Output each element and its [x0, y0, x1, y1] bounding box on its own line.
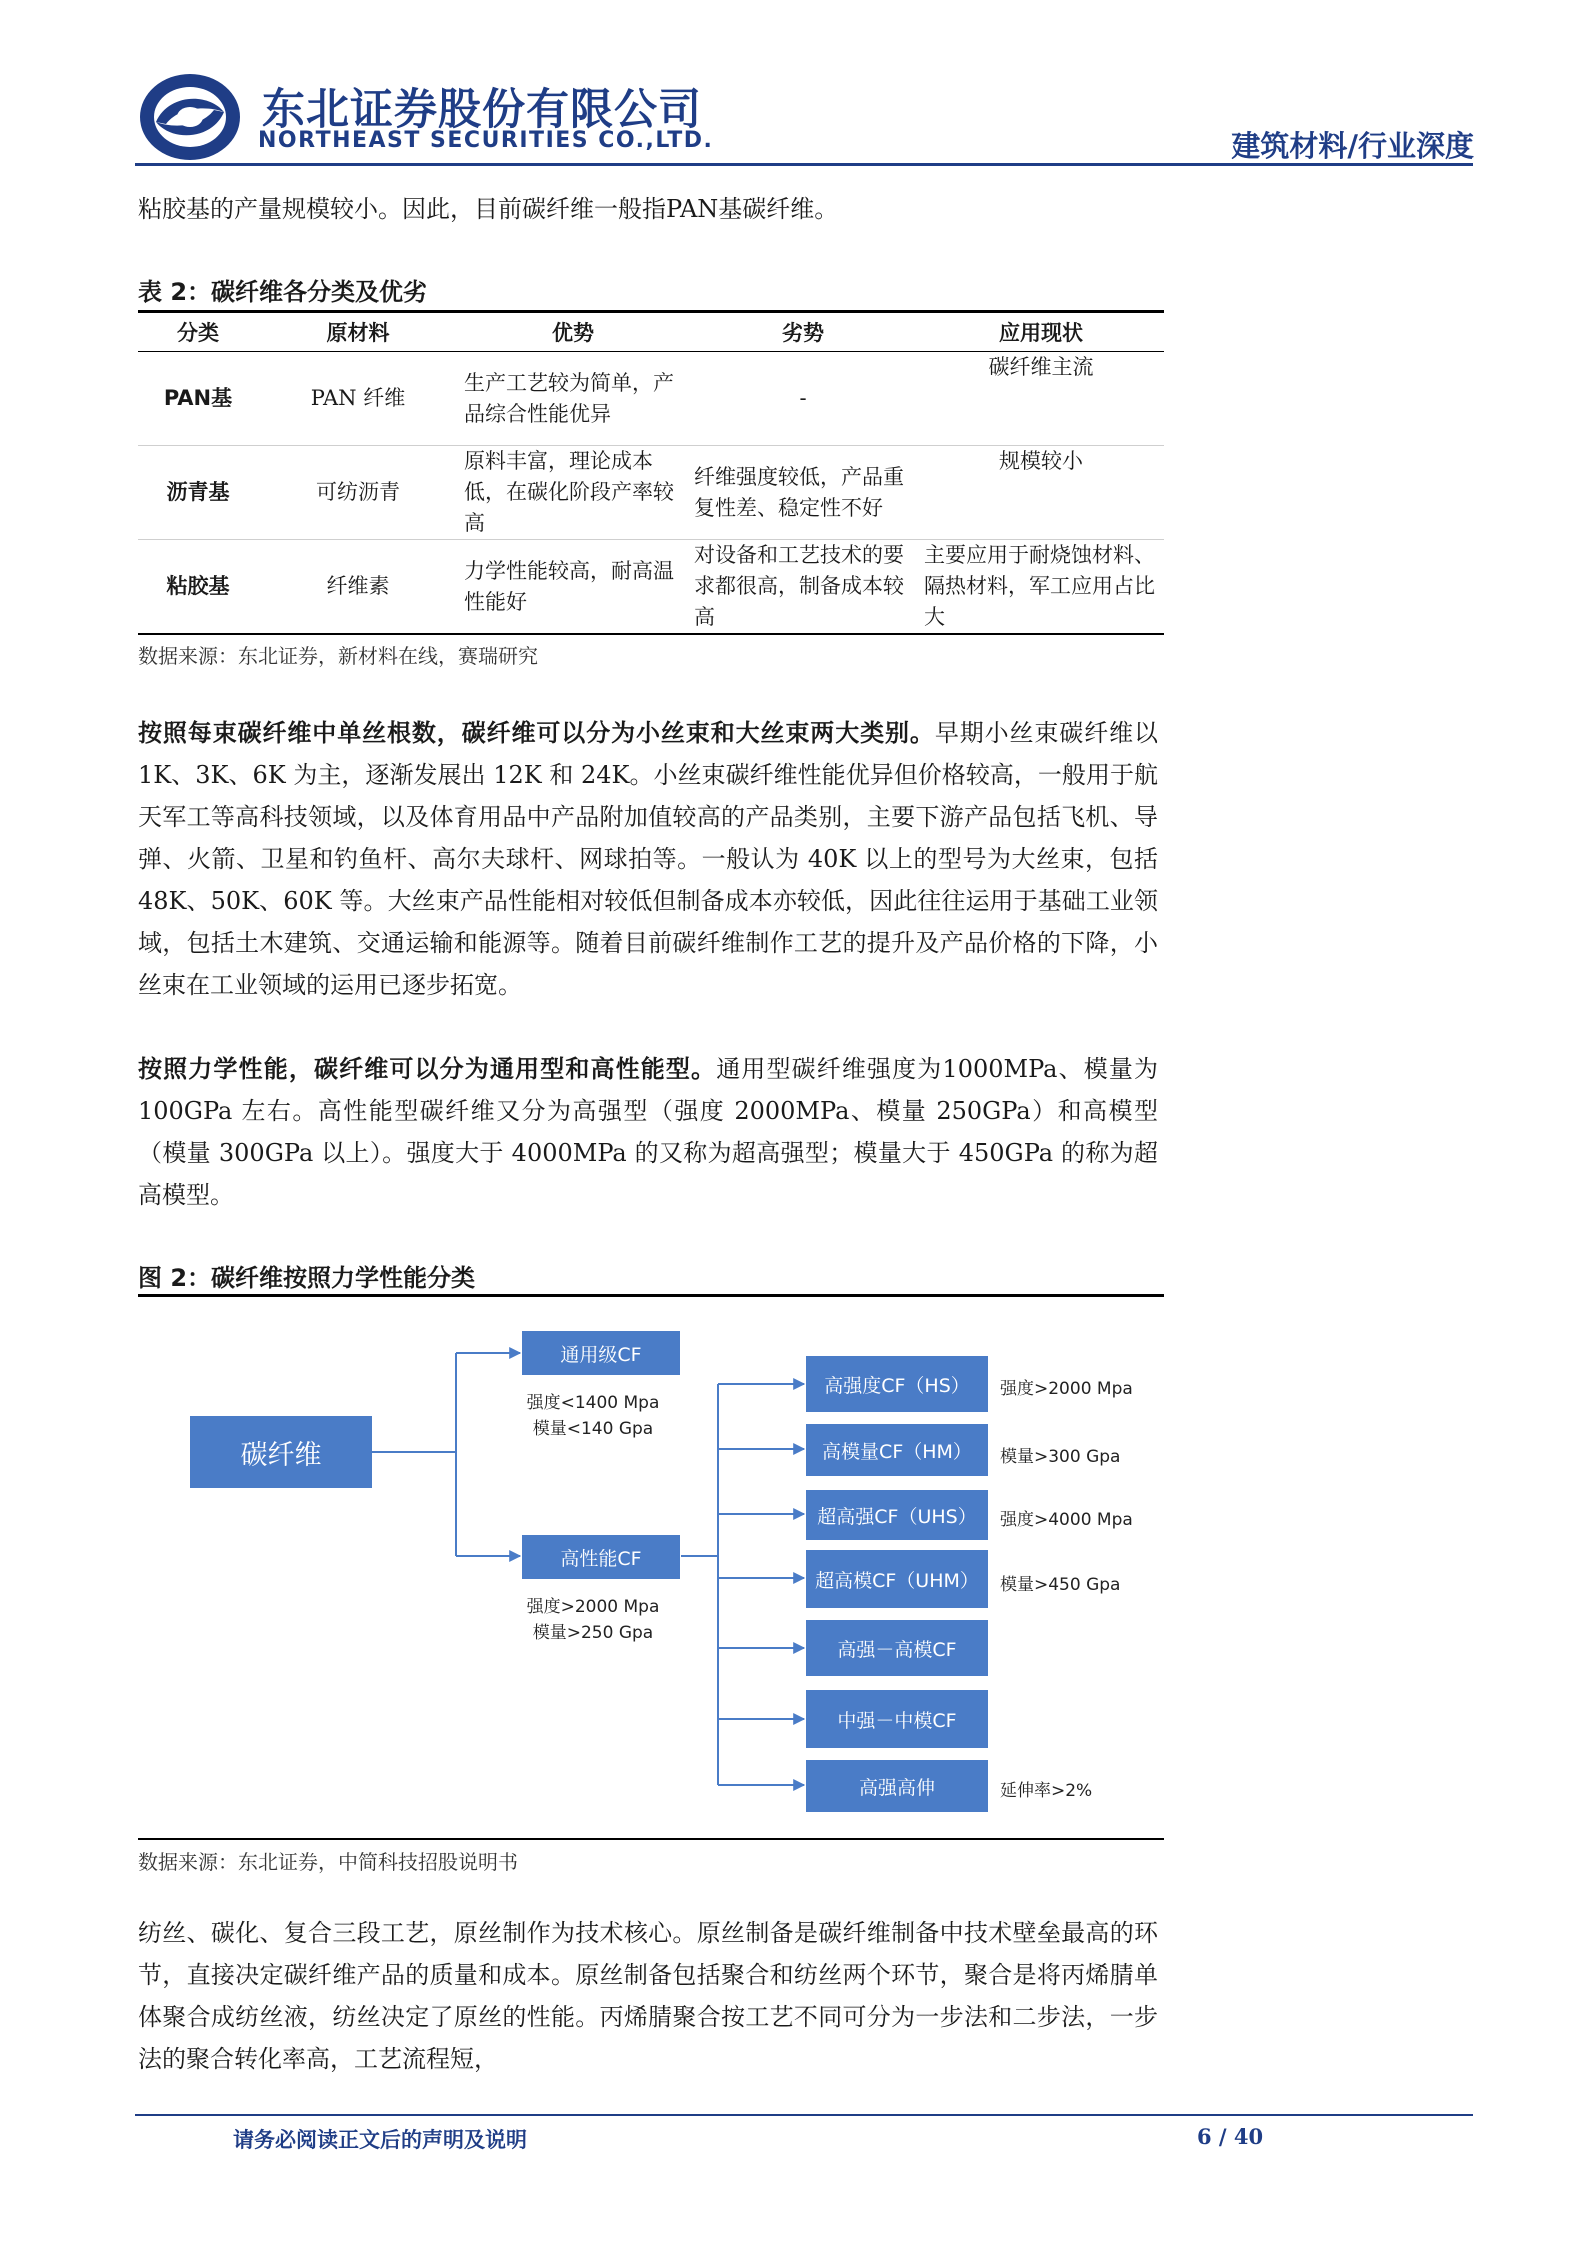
header-category: 分类: [138, 312, 258, 352]
company-name-cn: 东北证券股份有限公司: [262, 85, 702, 135]
cell-pros: 生产工艺较为简单，产品综合性能优异: [458, 352, 688, 446]
footer-divider: [135, 2114, 1473, 2116]
note-general-strength: 强度<1400 Mpa: [526, 1393, 660, 1413]
figure-caption: 图 2：碳纤维按照力学性能分类: [138, 1264, 476, 1292]
note-uhm: 模量>450 Gpa: [1000, 1575, 1121, 1595]
cell-status: 主要应用于耐烧蚀材料、隔热材料，军工应用占比大: [918, 540, 1164, 635]
report-category: 建筑材料/行业深度: [1231, 129, 1474, 163]
company-name-en: NORTHEAST SECURITIES CO.,LTD.: [258, 128, 714, 153]
footer-disclaimer: 请务必阅读正文后的声明及说明: [233, 2128, 527, 2152]
figure-bottom-rule: [138, 1838, 1164, 1840]
header-application: 应用现状: [918, 312, 1164, 352]
cell-pros: 原料丰富，理论成本低，在碳化阶段产率较高: [458, 446, 688, 540]
cell-kind: PAN基: [138, 352, 258, 446]
cell-status: 碳纤维主流: [918, 352, 1164, 446]
intro-paragraph: 粘胶基的产量规模较小。因此，目前碳纤维一般指PAN基碳纤维。: [138, 195, 839, 223]
cell-kind: 沥青基: [138, 446, 258, 540]
header-disadvantage: 劣势: [688, 312, 918, 352]
cell-pros: 力学性能较高，耐高温性能好: [458, 540, 688, 635]
note-elongation: 延伸率>2%: [1000, 1781, 1093, 1801]
cell-material: 纤维素: [258, 540, 458, 635]
figure-source: 数据来源：东北证券，中简科技招股说明书: [138, 1850, 518, 1874]
node-uhs: 超高强CF（UHS）: [806, 1490, 988, 1540]
header-material: 原材料: [258, 312, 458, 352]
paragraph-lead: 按照力学性能，碳纤维可以分为通用型和高性能型。: [138, 1055, 717, 1083]
table-caption: 表 2：碳纤维各分类及优劣: [138, 278, 428, 306]
node-high-strength-high-elongation: 高强高伸: [806, 1760, 988, 1812]
paragraph-body: 通用型碳纤维强度为1000MPa、模量为 100GPa 左右。高性能型碳纤维又分为高强型（强度 2000MPa、模量 250GPa）和高模型（模量 300GPa 以上）。强度大于 4000MPa 的又称为超高强型；模量大于 450GPa 的称为超高模型。: [138, 1055, 1159, 1209]
note-hs: 强度>2000 Mpa: [1000, 1379, 1133, 1399]
node-high-strength-high-modulus: 高强－高模CF: [806, 1620, 988, 1676]
cell-material: PAN 纤维: [258, 352, 458, 446]
note-high-modulus: 模量>250 Gpa: [532, 1623, 654, 1643]
node-medium-strength-medium-modulus: 中强－中模CF: [806, 1690, 988, 1748]
cell-cons: 纤维强度较低，产品重复性差、稳定性不好: [688, 446, 918, 540]
node-hm: 高模量CF（HM）: [806, 1424, 988, 1476]
note-uhs: 强度>4000 Mpa: [1000, 1510, 1133, 1530]
node-uhm: 超高模CF（UHM）: [806, 1550, 988, 1608]
node-carbon-fiber: 碳纤维: [190, 1416, 372, 1488]
paragraph-process: 纺丝、碳化、复合三段工艺，原丝制作为技术核心。原丝制备是碳纤维制备中技术壁垒最高的环节，直接决定碳纤维产品的质量和成本。原丝制备包括聚合和纺丝两个环节，聚合是将丙烯腈单体聚合成纺丝液，纺丝决定了原丝的性能。丙烯腈聚合按工艺不同可分为一步法和二步法，一步法的聚合转化率高，工艺流程短，: [138, 1919, 1158, 2073]
cell-status: 规模较小: [918, 446, 1164, 540]
table-source: 数据来源：东北证券，新材料在线，赛瑞研究: [138, 644, 538, 668]
note-general-modulus: 模量<140 Gpa: [532, 1419, 654, 1439]
node-hs: 高强度CF（HS）: [806, 1356, 988, 1412]
node-general-cf: 通用级CF: [522, 1331, 680, 1375]
cell-cons: 对设备和工艺技术的要求都很高，制备成本较高: [688, 540, 918, 635]
cell-cons: -: [688, 352, 918, 446]
note-hm: 模量>300 Gpa: [1000, 1447, 1121, 1467]
cell-kind: 粘胶基: [138, 540, 258, 635]
paragraph-lead: 按照每束碳纤维中单丝根数，碳纤维可以分为小丝束和大丝束两大类别。: [138, 719, 935, 747]
page-number: 6 / 40: [1197, 2124, 1264, 2149]
cell-material: 可纺沥青: [258, 446, 458, 540]
node-high-performance-cf: 高性能CF: [522, 1535, 680, 1579]
note-high-strength: 强度>2000 Mpa: [526, 1597, 660, 1617]
paragraph-body: 早期小丝束碳纤维以 1K、3K、6K 为主，逐渐发展出 12K 和 24K。小丝束碳纤维性能优异但价格较高，一般用于航天军工等高科技领域，以及体育用品中产品附加值较高的产品类别，主要下游产品包括飞机、导弹、火箭、卫星和钓鱼杆、高尔夫球杆、网球拍等。一般认为 40K 以上的型号为大丝束，包括 48K、50K、60K 等。大丝束产品性能相对较低但制备成本亦较低，因此往往运用于基础工业领域，包括土木建筑、交通运输和能源等。随着目前碳纤维制作工艺的提升及产品价格的下降，小丝束在工业领域的运用已逐步拓宽。: [138, 719, 1159, 999]
header-advantage: 优势: [458, 312, 688, 352]
